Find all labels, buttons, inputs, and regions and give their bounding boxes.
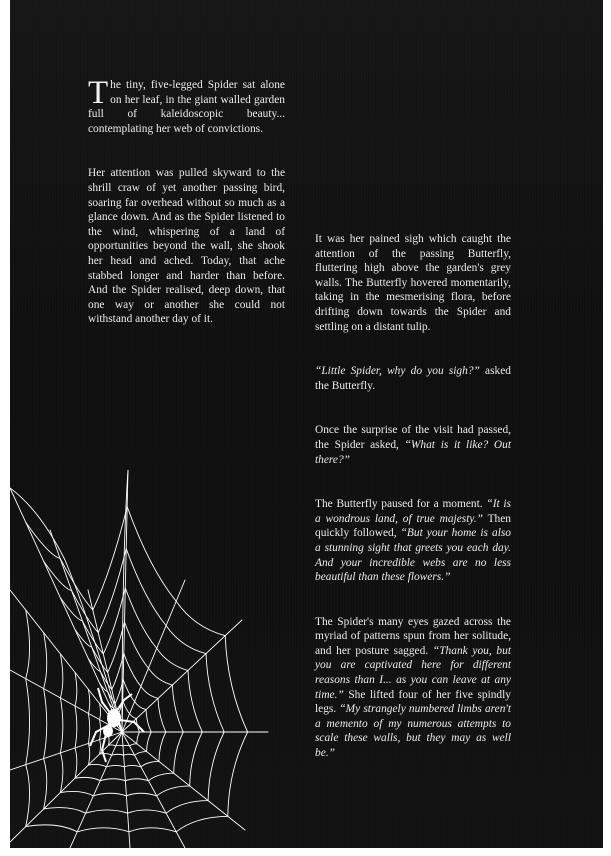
left-paragraph-2: Her attention was pulled skyward to the shrill craw of yet another passing bird, soaring far overhead without so much as a glance down. And as the Spider listened to the wind, whispering of a land of opportunities beyond the wall, she shook her head and ached. Today, that ache stabbed longer and harder than before. And the Spider realised, deep down, that one way or another she could not withstand another day of it. xyxy=(88,167,285,326)
spider-web-illustration xyxy=(10,470,270,848)
right-paragraph-1: It was her pained sigh which caught the attention of the passing Butterfly, fluttering high above the garden's grey walls. The Butterfly hovered momentarily, taking in the mesmerising flora, before drifting down towards the Spider and settling on a distant tulip. xyxy=(315,233,511,333)
left-column xyxy=(88,75,285,357)
narration: The Butterfly paused for a moment. xyxy=(315,498,487,511)
narration: Then quickly followed, xyxy=(315,512,512,540)
narration: Once the surprise of the visit had passed, the Spider asked, xyxy=(315,424,511,451)
quote: “Little Spider, why do you sigh?” xyxy=(315,365,480,378)
drop-cap: T xyxy=(88,75,109,111)
web-radial-thread xyxy=(122,620,242,732)
quote: “Thank you, but you are captivated here for different reasons than I... as you can leave at any time.” xyxy=(315,644,511,701)
quote: “What is it like? Out there?” xyxy=(315,438,511,466)
right-paragraph-4 xyxy=(315,497,511,585)
web-threads xyxy=(10,470,268,848)
quote: “It is a wondrous land, of true majesty.” xyxy=(315,498,511,525)
web-radial-thread xyxy=(122,732,245,830)
web-radial-thread xyxy=(10,488,122,732)
narration: The Spider's many eyes gazed across the myriad of patterns spun from her solitude, and her posture sagged. xyxy=(315,615,511,657)
quote: “But your home is also a stunning sight that greets you each day. And your incredible webs are no less beautiful than these flowers.” xyxy=(315,527,511,584)
right-paragraph-3 xyxy=(315,423,511,467)
narration: asked the Butterfly. xyxy=(315,365,511,392)
web-radial-thread xyxy=(10,732,122,842)
right-paragraph-5 xyxy=(315,615,511,761)
opening-text: he tiny, five-legged Spider sat alone on her leaf, in the giant walled garden full of kaleidoscopic beauty... contemplating her web of convictions. xyxy=(88,79,285,135)
right-paragraph-2 xyxy=(315,364,511,393)
quote: “My strangely numbered limbs aren't a memento of my numerous attempts to scale these walls, but they may as well be.” xyxy=(315,703,512,760)
opening-paragraph xyxy=(88,75,285,136)
web-radial-thread xyxy=(70,732,122,848)
right-column xyxy=(315,232,511,791)
book-page xyxy=(10,0,603,848)
narration: She lifted four of her five spindly legs. xyxy=(315,688,511,716)
